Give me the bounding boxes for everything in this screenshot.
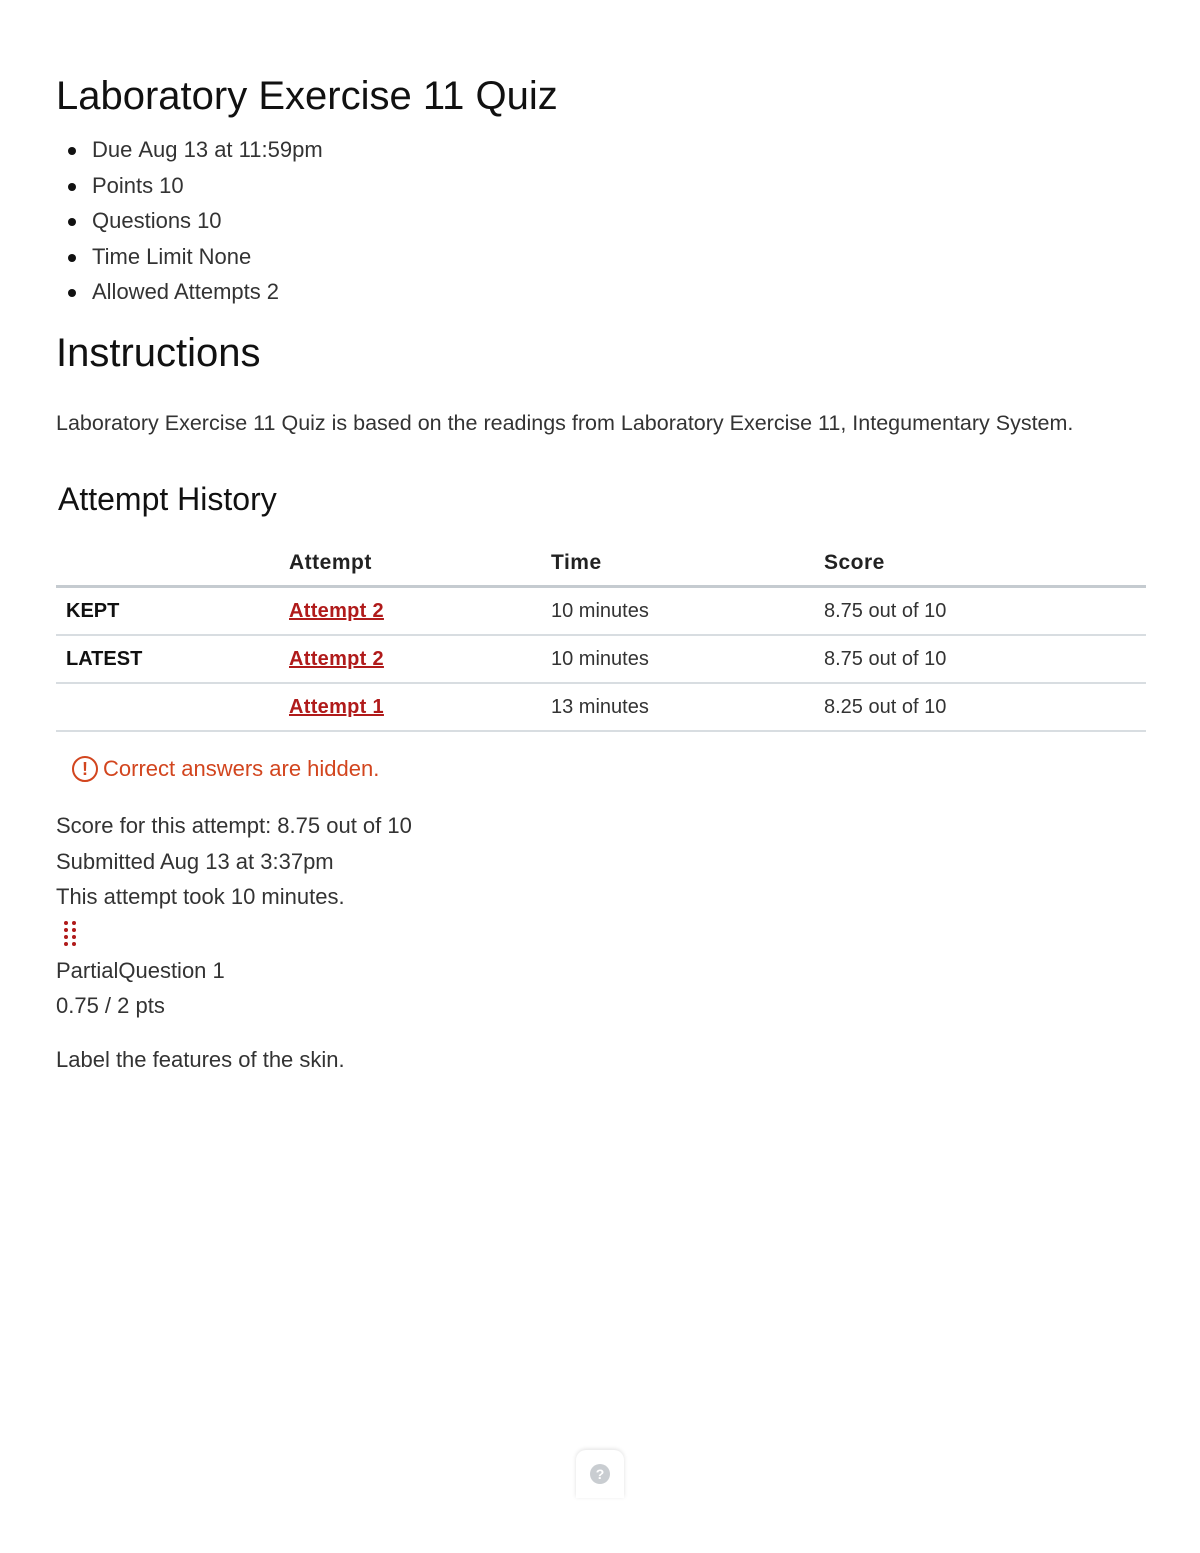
meta-label: Allowed Attempts	[92, 279, 261, 304]
meta-label: Questions	[92, 208, 192, 233]
meta-time-limit	[92, 239, 1146, 275]
question-header	[56, 953, 1146, 1024]
column-header-score: Score	[814, 541, 1146, 587]
drag-handle-icon[interactable]	[64, 921, 78, 947]
attempt-cell	[279, 683, 541, 731]
instructions-heading: Instructions	[56, 330, 261, 375]
attempt-score: 8.25 out of 10	[814, 683, 1146, 731]
meta-label: Due	[92, 137, 133, 162]
attempt-history-table	[56, 541, 1146, 732]
column-header-time: Time	[541, 541, 814, 587]
help-icon: ?	[590, 1464, 610, 1484]
question-title: PartialQuestion 1	[56, 957, 225, 983]
attempt-cell	[279, 635, 541, 683]
meta-label: Points	[92, 172, 154, 198]
attempt-time: 13 minutes	[541, 683, 814, 731]
question-prompt: Label the features of the skin.	[56, 1046, 345, 1072]
page-title: Laboratory Exercise 11 Quiz	[56, 74, 558, 118]
table-header-row	[56, 541, 1146, 587]
attempt-score-text: Score for this attempt: 8.75 out of 10	[56, 813, 412, 838]
meta-value: None	[198, 243, 252, 269]
attempt-status: KEPT	[56, 587, 279, 636]
hidden-answers-notice	[72, 756, 1146, 782]
meta-questions	[92, 203, 1146, 239]
attempt-link[interactable]: Attempt 2	[289, 599, 384, 622]
column-header-status	[56, 541, 279, 587]
table-row	[56, 587, 1146, 636]
column-header-attempt: Attempt	[279, 541, 541, 587]
attempt-cell	[279, 587, 541, 636]
notice-text: Correct answers are hidden.	[103, 756, 380, 781]
attempt-duration-text: This attempt took 10 minutes.	[56, 884, 345, 909]
meta-label: Time Limit	[92, 243, 193, 269]
meta-value: 10	[197, 208, 222, 233]
help-tab[interactable]	[576, 1450, 624, 1498]
quiz-meta-list	[56, 132, 1146, 310]
attempt-summary	[56, 808, 1146, 915]
attempt-time: 10 minutes	[541, 635, 814, 683]
attempt-submitted-text: Submitted Aug 13 at 3:37pm	[56, 848, 334, 874]
meta-value: Aug 13 at 11:59pm	[138, 137, 323, 162]
attempt-score: 8.75 out of 10	[814, 587, 1146, 636]
attempt-link[interactable]: Attempt 2	[289, 647, 384, 670]
meta-allowed-attempts	[92, 274, 1146, 310]
attempt-status: LATEST	[56, 635, 279, 683]
meta-value: 2	[266, 279, 279, 304]
table-row	[56, 635, 1146, 683]
meta-due	[92, 132, 1146, 168]
quiz-page	[56, 70, 1146, 1077]
meta-value: 10	[159, 172, 184, 198]
warning-icon: !	[72, 756, 98, 782]
instructions-text: Laboratory Exercise 11 Quiz is based on the readings from Laboratory Exercise 11, Integumentary System.	[56, 410, 1074, 435]
attempt-status	[56, 683, 279, 731]
meta-points	[92, 168, 1146, 204]
attempt-history-heading: Attempt History	[58, 481, 277, 517]
attempt-link[interactable]: Attempt 1	[289, 695, 384, 718]
attempt-score: 8.75 out of 10	[814, 635, 1146, 683]
attempt-time: 10 minutes	[541, 587, 814, 636]
question-points: 0.75 / 2 pts	[56, 993, 165, 1018]
table-row	[56, 683, 1146, 731]
